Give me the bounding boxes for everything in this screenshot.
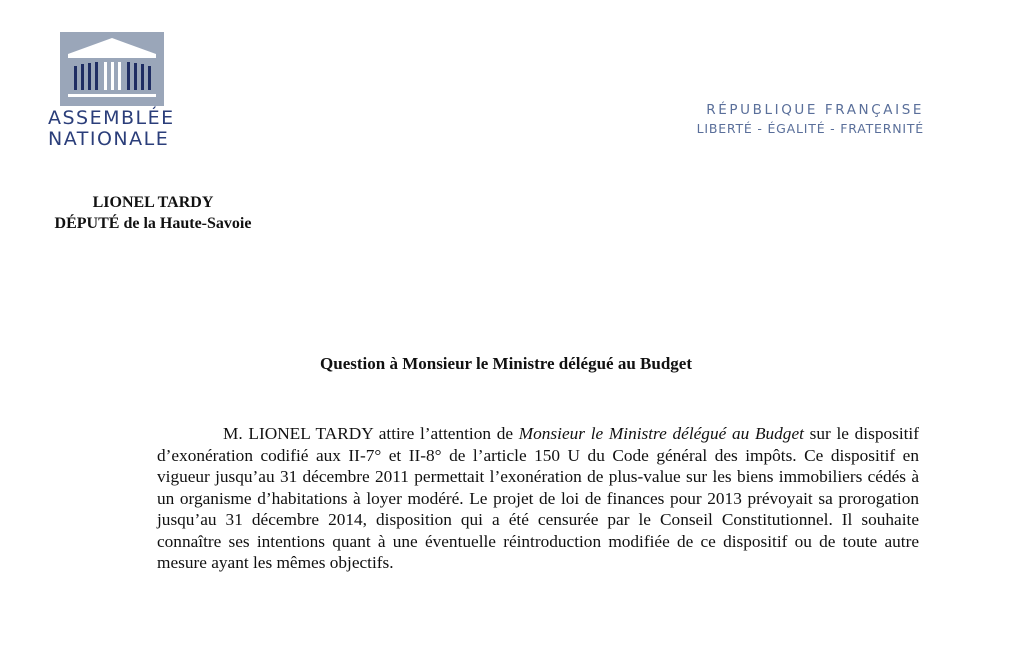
author-title: DÉPUTÉ de la Haute-Savoie [54, 215, 252, 232]
question-addressee: Monsieur le Ministre délégué au Budget [518, 424, 804, 443]
parliament-building-icon [60, 32, 164, 106]
question-subject: Question à Monsieur le Ministre délégué au Budget [320, 354, 692, 373]
author-block [24, 192, 282, 234]
question-intro: M. LIONEL TARDY attire l’attention de [223, 424, 519, 443]
question-text: sur le dispositif d’exonération codifié aux II-7° et II-8° de l’article 150 U du Code général des impôts. Ce dispositif en vigueur jusqu’au 31 décembre 2011 permettait l’exonération de plus-value sur les biens immobiliers cédés à un organisme d’habitations à loyer modéré. Le projet de loi de finances pour 2013 prévoyait sa prorogation jusqu’au 31 décembre 2014, disposition qui a été censurée par le Conseil Constitutionnel. Il souhaite connaître ses intentions quant à une éventuelle réintroduction modifiée de ce dispositif ou de toute autre mesure ayant les mêmes objectifs. [157, 424, 919, 572]
author-name: LIONEL TARDY [92, 194, 214, 211]
republique-title: RÉPUBLIQUE FRANÇAISE [706, 102, 924, 118]
question-body [157, 423, 919, 574]
logo-line-assemblee: ASSEMBLÉE [48, 107, 175, 129]
republique-motto: LIBERTÉ - ÉGALITÉ - FRATERNITÉ [696, 121, 924, 136]
logo-line-nationale: NATIONALE [48, 128, 170, 150]
hemicycle-emblem [60, 32, 164, 106]
republique-francaise-motto [697, 102, 924, 136]
logo-wordmark [48, 108, 183, 150]
